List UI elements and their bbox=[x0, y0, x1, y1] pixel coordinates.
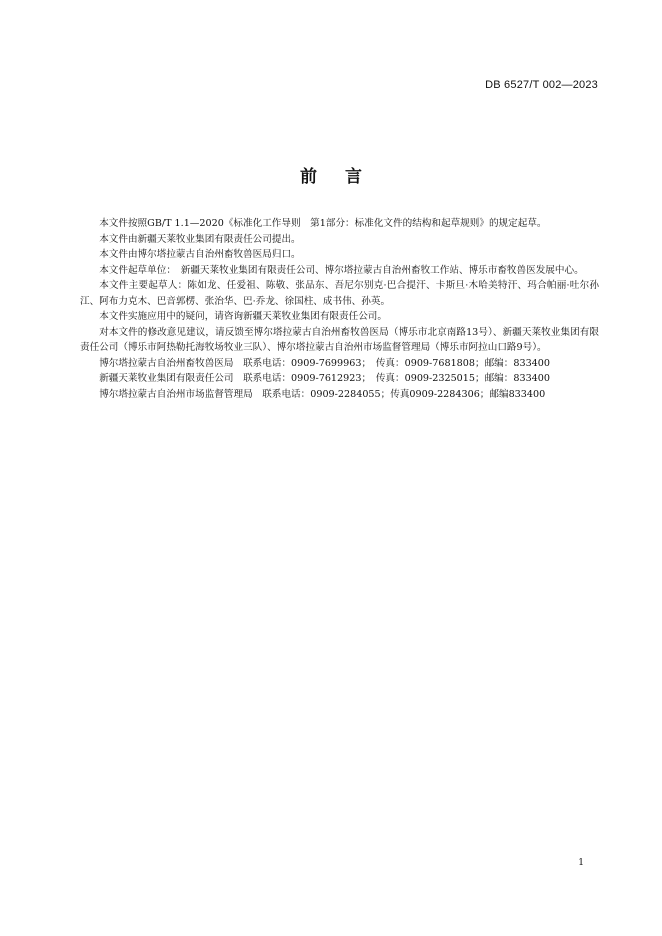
contact-line: 新疆天莱牧业集团有限责任公司 联系电话：0909-7612923； 传真：0909-2325015；邮编：833400 bbox=[99, 373, 550, 384]
page-title: 前言 bbox=[300, 167, 390, 187]
document-code: DB 6527/T 002—2023 bbox=[485, 79, 598, 91]
paragraph-drafting-rules: 本文件按照GB/T 1.1—2020《标准化工作导则 第1部分：标准化文件的结构和起草规则》的规定起草。 bbox=[99, 218, 547, 229]
paragraph-drafters: 本文件主要起草人：陈如龙、任爱祖、陈敬、张品东、吾尼尔别克·巴合提汗、卡斯旦·木哈美特汗、玛合帕丽·吐尔孙江、阿布力克木、巴音郭楞、张治华、巴·乔龙、徐国柱、成书伟、孙英。 bbox=[80, 280, 599, 307]
paragraph-feedback: 对本文件的修改意见建议，请反馈至博尔塔拉蒙古自治州畜牧兽医局（博乐市北京南路13号）、新疆天莱牧业集团有限责任公司（博乐市阿热勒托海牧场牧业三队）、博尔塔拉蒙古自治州市场监督管理局（博乐市阿拉山口路9号）。 bbox=[80, 326, 599, 353]
contact-line: 博尔塔拉蒙古自治州市场监督管理局 联系电话：0909-2284055；传真0909-2284306；邮编833400 bbox=[99, 388, 546, 400]
paragraph-proposer: 本文件由新疆天莱牧业集团有限责任公司提出。 bbox=[99, 233, 301, 245]
paragraph-authority: 本文件由博尔塔拉蒙古自治州畜牧兽医局归口。 bbox=[99, 249, 301, 260]
page-number: 1 bbox=[578, 858, 584, 868]
contact-line: 博尔塔拉蒙古自治州畜牧兽医局 联系电话：0909-7699963； 传真：0909-7681808；邮编：833400 bbox=[99, 357, 550, 369]
paragraph-drafting-units: 本文件起草单位： 新疆天莱牧业集团有限责任公司、博尔塔拉蒙古自治州畜牧工作站、博乐市畜牧兽医发展中心。 bbox=[99, 264, 584, 276]
document-body bbox=[80, 216, 599, 402]
paragraph-inquiries: 本文件实施应用中的疑问，请咨询新疆天莱牧业集团有限责任公司。 bbox=[99, 311, 387, 322]
